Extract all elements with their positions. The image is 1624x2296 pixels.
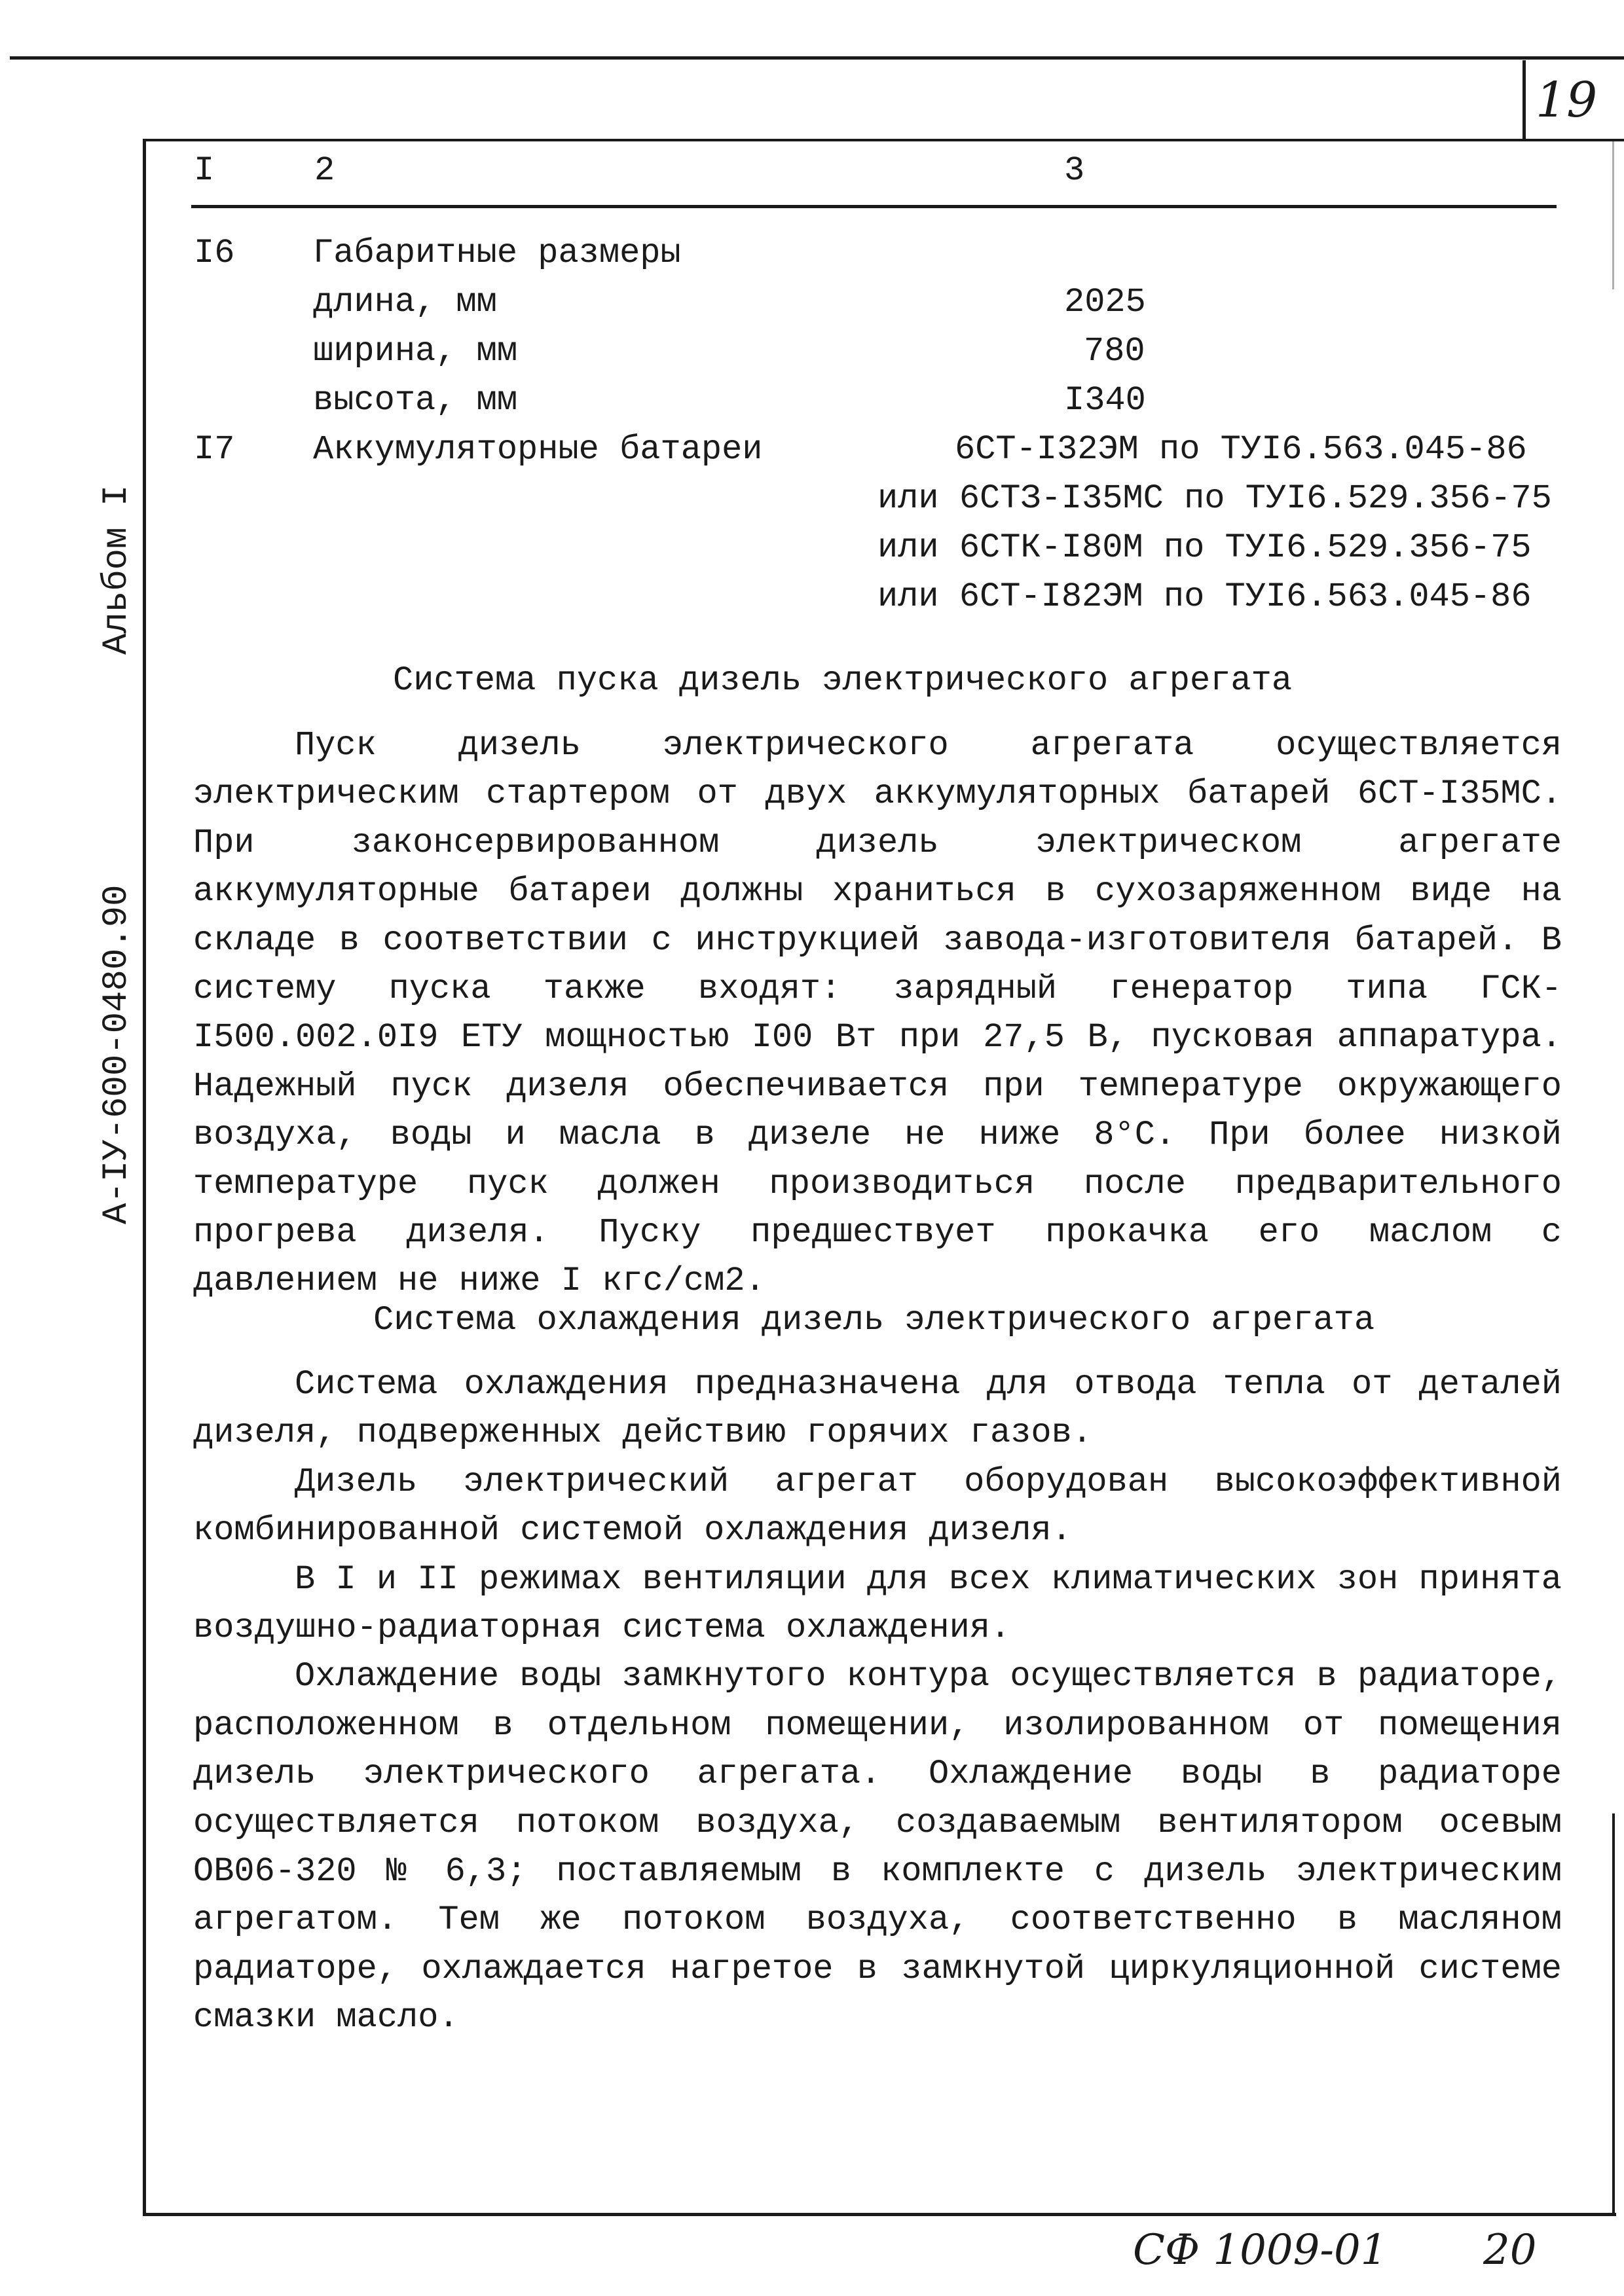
page-number-box-left xyxy=(1522,60,1526,141)
section-heading-start-system: Система пуска дизель электрического агрегата xyxy=(393,661,1293,700)
frame-right-upper xyxy=(1612,139,1614,289)
row-value: или 6СТ-I82ЭМ по ТУI6.563.045-86 xyxy=(877,577,1532,616)
paragraph: Дизель электрический агрегат оборудован высокоэффективной комбинированной системой охлаждения дизеля. xyxy=(193,1462,1562,1550)
row-value: I340 xyxy=(1064,381,1146,420)
column-header-2: 2 xyxy=(314,151,335,190)
row-value: или 6СТЗ-I35МС по ТУI6.529.356-75 xyxy=(877,479,1552,518)
frame-right-lower xyxy=(1612,1813,1615,2216)
row-label: высота, мм xyxy=(313,381,518,420)
row-label: ширина, мм xyxy=(313,332,518,371)
top-rule xyxy=(10,56,1624,60)
footer-sheet-number: 20 xyxy=(1483,2226,1537,2274)
row-label: Габаритные размеры xyxy=(313,234,681,272)
row-value: 6СТ-I32ЭМ по ТУI6.563.045-86 xyxy=(955,430,1527,469)
frame-top xyxy=(144,139,1526,141)
row-value: 2025 xyxy=(1064,283,1146,321)
paragraph: Охлаждение воды замкнутого контура осуществляется в радиаторе, расположенном в отдельном помещении, изолированном от помещения дизель электрического агрегата. Охлаждение воды в радиаторе осуществляется потоком воздуха, создаваемым вентилятором осевым ОВ06-320 № 6,3; поставляемым в комплекте с дизель электрическим агрегатом. Тем же потоком воздуха, соответственно в масляном радиаторе, охлаждается нагретое в замкнутой циркуляционной системе смазки масло. xyxy=(193,1657,1562,2037)
paragraph: Пуск дизель электрического агрегата осуществляется электрическим стартером от двух аккумуляторных батарей 6СТ-I35МС. При законсервированном дизель электрическом агрегате аккумуляторные батареи должны храниться в сухозаряженном виде на складе в соответствии с инструкцией завода-изготовителя батарей. В систему пуска также входят: зарядный генератор типа ГСК-I500.002.0I9 ЕТУ мощностью I00 Вт при 27,5 В, пусковая аппаратура. Надежный пуск дизеля обеспечивается при температуре окружающего воздуха, воды и масла в дизеле не ниже 8°С. При более низкой температуре пуск должен производиться после предварительного прогрева дизеля. Пуску предшествует прокачка его маслом с давлением не ниже I кгс/см2. xyxy=(193,726,1562,1301)
footer-code: СФ 1009-01 xyxy=(1133,2226,1388,2274)
row-value: или 6СТК-I80М по ТУI6.529.356-75 xyxy=(877,528,1532,567)
page-number: 19 xyxy=(1536,72,1598,128)
frame-bottom xyxy=(143,2213,1616,2216)
paragraph: Система охлаждения предназначена для отвода тепла от деталей дизеля, подверженных действию горячих газов. xyxy=(193,1365,1562,1453)
row-number: I6 xyxy=(194,234,235,272)
row-label: Аккумуляторные батареи xyxy=(313,430,763,469)
page-number-box-bottom xyxy=(1522,139,1624,141)
cooling-system-text xyxy=(193,1360,1562,2043)
frame-left xyxy=(143,139,146,2214)
column-header-3: 3 xyxy=(1064,151,1085,190)
row-label: длина, мм xyxy=(313,283,497,321)
table-header-rule xyxy=(191,205,1557,208)
row-value: 780 xyxy=(1084,332,1145,371)
document-code: А-IУ-600-0480.90 xyxy=(97,884,137,1224)
album-label: Альбом I xyxy=(97,484,137,655)
row-number: I7 xyxy=(194,430,235,469)
column-header-1: I xyxy=(194,151,215,190)
start-system-text xyxy=(193,721,1562,1306)
paragraph: В I и II режимах вентиляции для всех климатических зон принята воздушно-радиаторная система охлаждения. xyxy=(193,1559,1562,1648)
section-heading-cooling-system: Система охлаждения дизель электрического агрегата xyxy=(373,1301,1375,1339)
